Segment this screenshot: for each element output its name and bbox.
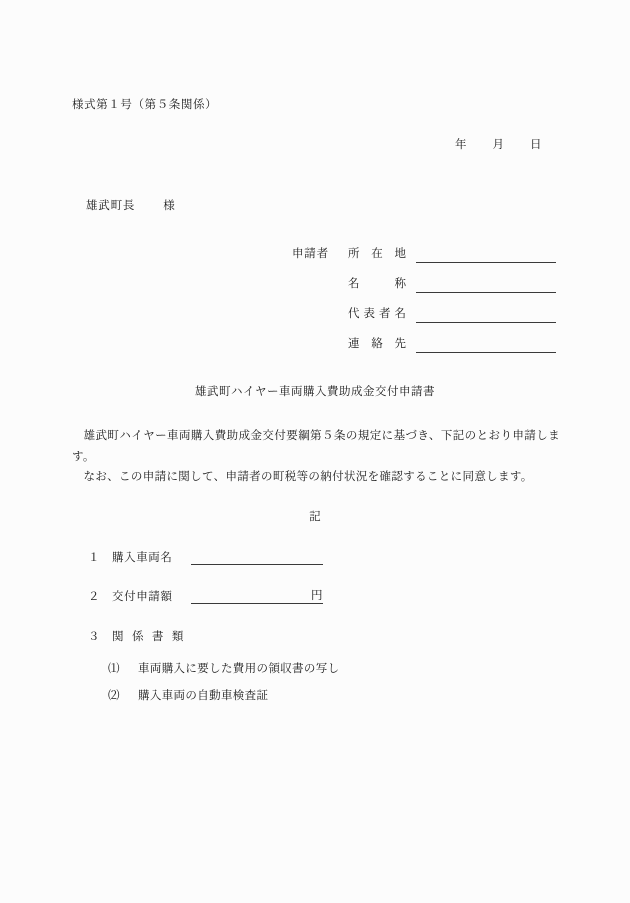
applicant-input-representative[interactable] <box>416 307 556 323</box>
applicant-label-contact: 連絡先 <box>348 336 406 350</box>
applicant-input-name[interactable] <box>416 277 556 293</box>
form-number: 様式第１号（第５条関係） <box>72 97 218 111</box>
item-2-input[interactable] <box>191 589 323 604</box>
item-3-label: 関係書類 <box>112 629 184 643</box>
applicant-row-contact <box>292 323 556 353</box>
date-month-label: 月 <box>492 137 504 151</box>
applicant-row-representative <box>292 293 556 323</box>
applicant-prefix-spacer <box>292 291 348 293</box>
subitem-vehicle-inspection-certificate <box>108 687 268 703</box>
item-1-input[interactable] <box>191 550 323 565</box>
applicant-prefix-spacer-2 <box>292 321 348 323</box>
subitem-2-text: 購入車両の自動車検査証 <box>138 688 269 702</box>
addressee-honorific: 様 <box>163 198 176 212</box>
subitem-2-number: ⑵ <box>108 688 120 702</box>
item-1-label: 購入車両名 <box>112 550 173 564</box>
subitem-receipt-copy <box>108 660 339 676</box>
date-day-label: 日 <box>530 137 542 151</box>
item-2-label: 交付申請額 <box>112 589 173 603</box>
subitem-1-text: 車両購入に要した費用の領収書の写し <box>138 661 340 675</box>
document-title: 雄武町ハイヤー車両購入費助成金交付申請書 <box>195 384 435 398</box>
body-paragraph-1 <box>72 425 560 468</box>
applicant-prefix-spacer-3 <box>292 351 348 353</box>
item-purchase-vehicle-name <box>88 549 323 565</box>
applicant-row-name <box>292 263 556 293</box>
body-paragraph-2-text: なお、この申請に関して、申請者の町税等の納付状況を確認することに同意します。 <box>83 469 533 483</box>
addressee <box>86 197 176 213</box>
item-grant-application-amount <box>88 588 323 604</box>
applicant-label-location: 所在地 <box>348 246 406 260</box>
item-2-unit-label: 円 <box>311 588 323 602</box>
addressee-name: 雄武町長 <box>86 198 136 212</box>
item-related-documents <box>88 628 184 644</box>
applicant-label-representative: 代表者名 <box>348 306 406 320</box>
ki-marker: 記 <box>309 509 321 523</box>
applicant-input-location[interactable] <box>416 247 556 263</box>
item-2-number: ２ <box>88 589 100 603</box>
applicant-input-contact[interactable] <box>416 337 556 353</box>
date-year-label: 年 <box>455 137 467 151</box>
applicant-label-name: 名称 <box>348 276 406 290</box>
item-3-number: ３ <box>88 629 100 643</box>
body-paragraph-2 <box>72 466 560 487</box>
item-1-number: １ <box>88 550 100 564</box>
applicant-row-location <box>292 233 556 263</box>
body-paragraph-1-text: 雄武町ハイヤー車両購入費助成金交付要綱第５条の規定に基づき、下記のとおり申請します。 <box>72 428 560 464</box>
applicant-block <box>292 233 556 353</box>
subitem-1-number: ⑴ <box>108 661 120 675</box>
applicant-prefix-label: 申請者 <box>292 246 329 260</box>
date-line <box>455 136 542 152</box>
